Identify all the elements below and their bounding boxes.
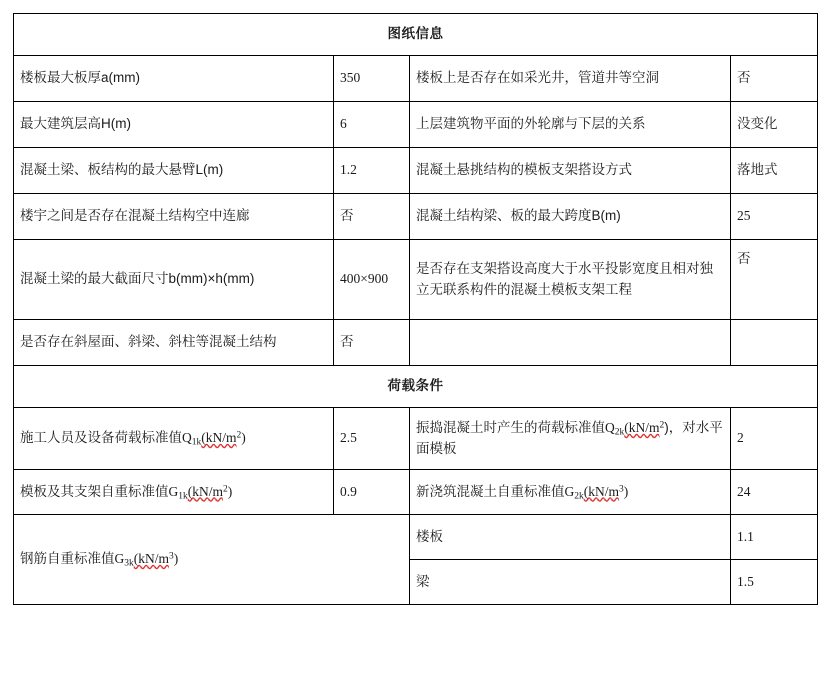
label-text-suffix: ) bbox=[623, 483, 629, 499]
row-value-cantilever-formwork-method: 落地式 bbox=[731, 148, 818, 194]
row-label-formwork-selfweight bbox=[14, 470, 334, 515]
table-row-section-title bbox=[14, 14, 818, 56]
label-text-prefix: 模板及其支架自重标准值 bbox=[20, 483, 169, 499]
row-label-vibration-load bbox=[410, 408, 731, 470]
row-value-fresh-concrete-selfweight: 24 bbox=[731, 470, 818, 515]
row-value-rebar-beam: 1.5 bbox=[731, 560, 818, 605]
table-row bbox=[14, 408, 818, 470]
row-label-construction-live-load bbox=[14, 408, 334, 470]
row-label-max-span: 混凝土结构梁、板的最大跨度B(m) bbox=[410, 194, 731, 240]
label-text-suffix: )，对水平面模板 bbox=[416, 420, 723, 456]
row-value-upper-outline: 没变化 bbox=[731, 102, 818, 148]
drawing-info-and-load-table bbox=[13, 13, 818, 605]
row-label-rebar-slab: 楼板 bbox=[410, 515, 731, 560]
table-row bbox=[14, 470, 818, 515]
row-label-upper-outline: 上层建筑物平面的外轮廓与下层的关系 bbox=[410, 102, 731, 148]
unit-exponent: 2 bbox=[236, 431, 242, 442]
unit-exponent: 2 bbox=[659, 420, 665, 431]
row-value-empty bbox=[731, 320, 818, 366]
table-row bbox=[14, 240, 818, 320]
unit-exponent: 3 bbox=[619, 484, 624, 495]
section-title-drawing-info: 图纸信息 bbox=[14, 14, 818, 56]
symbol-G1k-base: G bbox=[168, 483, 179, 499]
label-text-suffix: ) bbox=[227, 483, 233, 499]
section-title-load-conditions: 荷载条件 bbox=[14, 366, 818, 408]
unit-kn-m2: (kN/m bbox=[201, 430, 237, 446]
table-row bbox=[14, 148, 818, 194]
unit-kn-m3: (kN/m bbox=[133, 551, 169, 567]
row-value-vibration-load: 2 bbox=[731, 408, 818, 470]
table-row bbox=[14, 102, 818, 148]
row-value-sky-corridor: 否 bbox=[334, 194, 410, 240]
unit-kn-m2: (kN/m bbox=[187, 483, 223, 499]
row-value-rebar-slab: 1.1 bbox=[731, 515, 818, 560]
table-row bbox=[14, 515, 818, 560]
row-label-slab-openings: 楼板上是否存在如采光井，管道井等空洞 bbox=[410, 56, 731, 102]
row-value-slab-openings: 否 bbox=[731, 56, 818, 102]
row-value-max-cantilever: 1.2 bbox=[334, 148, 410, 194]
table-row bbox=[14, 194, 818, 240]
row-value-formwork-selfweight: 0.9 bbox=[334, 470, 410, 515]
row-value-max-span: 25 bbox=[731, 194, 818, 240]
unit-exponent: 3 bbox=[169, 552, 174, 563]
unit-kn-m3: (kN/m bbox=[583, 483, 619, 499]
symbol-G3k-base: G bbox=[114, 551, 125, 567]
symbol-G1k-subscript: 1k bbox=[178, 491, 188, 502]
row-value-construction-live-load: 2.5 bbox=[334, 408, 410, 470]
row-label-cantilever-formwork-method: 混凝土悬挑结构的模板支架搭设方式 bbox=[410, 148, 731, 194]
row-label-rebar-selfweight bbox=[14, 515, 410, 605]
label-text-suffix: ) bbox=[241, 430, 246, 446]
row-label-sky-corridor: 楼宇之间是否存在混凝土结构空中连廊 bbox=[14, 194, 334, 240]
label-text-prefix: 钢筋自重标准值 bbox=[20, 551, 115, 567]
row-value-slab-thickness: 350 bbox=[334, 56, 410, 102]
row-value-beam-section-size: 400×900 bbox=[334, 240, 410, 320]
row-label-beam-section-size: 混凝土梁的最大截面尺寸b(mm)×h(mm) bbox=[14, 240, 334, 320]
row-label-sloped-structures: 是否存在斜屋面、斜梁、斜柱等混凝土结构 bbox=[14, 320, 334, 366]
row-value-independent-support-system: 否 bbox=[731, 240, 818, 320]
row-value-story-height: 6 bbox=[334, 102, 410, 148]
label-text-prefix: 施工人员及设备荷载标准值 bbox=[20, 430, 182, 446]
row-label-slab-thickness: 楼板最大板厚a(mm) bbox=[14, 56, 334, 102]
label-text-suffix: ) bbox=[173, 551, 179, 567]
unit-kn-m2: (kN/m bbox=[624, 420, 660, 436]
symbol-Q2k-subscript: 2k bbox=[614, 427, 625, 438]
symbol-Q2k-base: Q bbox=[605, 420, 615, 436]
row-label-rebar-beam: 梁 bbox=[410, 560, 731, 605]
symbol-Q1k-subscript: 1k bbox=[191, 437, 202, 448]
row-label-independent-support-system: 是否存在支架搭设高度大于水平投影宽度且相对独立无联系构件的混凝土模板支架工程 bbox=[410, 240, 731, 320]
row-value-sloped-structures: 否 bbox=[334, 320, 410, 366]
symbol-G3k-subscript: 3k bbox=[124, 558, 134, 569]
unit-exponent: 2 bbox=[223, 484, 228, 495]
row-label-max-cantilever: 混凝土梁、板结构的最大悬臂L(m) bbox=[14, 148, 334, 194]
symbol-G2k-base: G bbox=[564, 483, 575, 499]
symbol-G2k-subscript: 2k bbox=[574, 491, 584, 502]
symbol-Q1k-base: Q bbox=[182, 430, 192, 446]
table-row bbox=[14, 56, 818, 102]
row-label-fresh-concrete-selfweight bbox=[410, 470, 731, 515]
table-row-section-title bbox=[14, 366, 818, 408]
label-text-prefix: 振捣混凝土时产生的荷载标准值 bbox=[416, 420, 605, 436]
row-label-story-height: 最大建筑层高H(m) bbox=[14, 102, 334, 148]
table-row bbox=[14, 320, 818, 366]
label-text-prefix: 新浇筑混凝土自重标准值 bbox=[416, 483, 565, 499]
row-label-empty bbox=[410, 320, 731, 366]
